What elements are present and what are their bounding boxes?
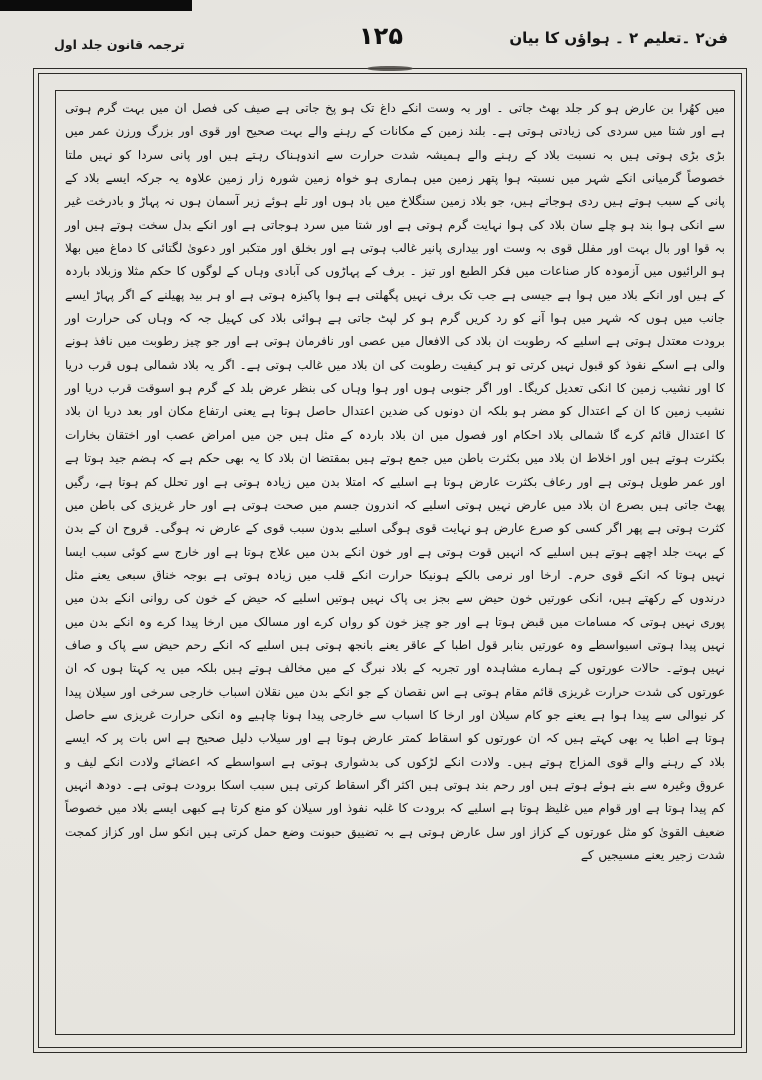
body-text: میں کھُرا بن عارض ہو کر جلد بھٹ جاتی ۔ اور بہ وست انکے داغ تک ہو پخ جاتی ہے صیف کی فصل ان میں بہت گرم ہوتی ہے اور شتا میں سردی کی زیادتی ہوتی ہے۔ بلند زمین کے مکانات کے رہنے والے بہت صحیح اور قوی اور بزرگ ورزن عمر میں بڑی بڑی ہوتی ہیں بہ نسبت بلاد کے رہنے والے ہمیشہ شدت حرارت سے اندوہناک رہتے ہیں اور پانی سردا کو نہیں ملتا خصوصاً گرمیانی انکے شہر میں نسبتہ ہوا پتھر زمین میں ہماری ہو خواہ زمین شورہ زار زمین علاوہ یہ جرکہ ایسے بلاد کے پانی کے سبب ہوتے ہیں ردی ہوجاتے ہیں، جو بلاد زمین سنگلاخ میں باد ہوں اور تلے ہوئے زیر آسمان ہوں نہ پہاڑ و بادرخت غیر سے انکی ہوا بند ہو چلے سان بلاد کی ہوا نہایت گرم ہوتی ہے اور شتا میں سرد ہوجاتی ہے اور انکے بدل سخت ہوتے ہیں اور بہ قوا اور بال بہت اور مفلل قوی بہ وست اور بیداری پانیر غالب ہوتی ہے اور بخلق اور متکبر اور دعویٰ لگتائی کا دماغ میں بھلا ہو الرائیوں میں آزمودہ کار صناعات میں فکر الطبع اور تیز ۔ برف کے پہاڑوں کی آبادی وہاں کے لوگوں کا حکم مثلا وزبلاد باردہ کے ہیں اور انکے بلاد میں ہوا ہے جیسی ہے جب تک برف نہیں پگھلتی ہے ہوا پاکیزہ ہوتی ہے او ہر بید پھیلنے کے اگر پہاڑ ایسے جانب میں ہوں کہ شہر میں ہوا آنے کو رد کریں گرم ہو کر لپٹ جاتی ہے ہوائی بلاد کی کہیل جہ کہ وہاں کی حرارت اور برودت معتدل ہوتی ہے اسلیے کہ رطوبت ان بلاد کی الافعال میں عصی اور نافرمان ہوتی ہے اور جو چیز رطوبت میں نافذ ہونے والی ہے اسکے نفوذ کو قبول نہیں کرتی تو ہر کیفیت رطوبت کی ان بلاد میں غالب ہوتی ہے۔ اگر یہ بلاد شمالی ہوں قرب دریا کا اور نشیب زمین کا انکی تعدیل کریگا۔ اور اگر جنوبی ہوں اور ہوا وہاں کی بنظر عرض بلد کے گرم ہو اسوقت قرب دریا اور نشیب زمین کا ان کے اعتدال کو مضر ہو بلکہ ان دونوں کی ضدین اعتدال حاصل ہوتا ہے یعنی ارتفاع مکان اور بعد دریا ان بلاد کا اعتدال قائم کرے گا شمالی بلاد احکام اور فصول میں ان بلاد باردہ کے مثل ہیں جن میں امراض عصب اور اختقان بخارات بکثرت ہوتے ہیں اور اخلاط ان بلاد میں بکثرت باطن میں جمع ہوتے ہیں بمقتضا ان بلاد کا یہ بھی حکم ہے کہ ہضم جید ہوتا ہے اور عمر طویل ہوتی ہے اور رعاف بکثرت عارض ہوتا ہے اسلیے کہ امتلا بدن میں زیادہ ہوتی ہے اور تحلل کم ہوتا ہے، رگیں پھٹ جاتی ہیں بصرع ان بلاد میں عارض نہیں ہوتی اسلیے کہ اندرون جسم میں صحت ہوتی ہے اور حار غریزی کی باطن میں کثرت ہوتی ہے پھر اگر کسی کو صرع عارض ہو نہایت قوی ہوگی اسلیے بدون سبب قوی کے عارض نہ ہوگی۔ قروح ان کے بدن کے بہت جلد اچھے ہوتے ہیں اسلیے کہ انہیں قوت ہوتی ہے اور خون انکے بدن میں علاج ہوتا ہے اور خارج سے کوئی سبب ایسا نہیں ہوتا کہ انکے قوی حرم۔ ارخا اور نرمی بالکے ہونیکا حرارت انکے قلب میں زیادہ ہوتی ہے بوجہ خناق سبعی یعنے مثل درندوں کے رکھتے ہیں، انکی عورتیں خون حیض سے بجز بی پاک نہیں ہوتیں اسلیے کہ حیض کے خون کی روانی انکے بدن میں پوری نہیں ہوتی کہ مسامات میں قبض ہوتا ہے اور جو چیز خون کو رواں کرے اور مسالک میں ارخا پیدا کرے وہ انکے بدن میں نہیں پیدا ہوتی اسیواسطے وہ عورتیں بنابر قول اطبا کے عاقر یعنے بانجھ ہوتی ہیں اسلیے کہ انکے رحم حیض سے پاک و صاف نہیں ہوتے۔ حالات عورتوں کے ہمارے مشاہدہ اور تجربہ کے بلاد نبرگ کے میں مخالف ہوتے ہیں بلکہ میں یہ کہتا ہوں کہ ان عورتوں کی شدت حرارت غریزی قائم مقام ہوتی ہے اس نقصان کے جو انکے بدن میں نقلان اسباب خارجی سرخی اور سیلان پیدا کر نیوالی سے پیدا ہوا ہے یعنے جو کام سیلان اور ارخا کا اسباب سے خارجی پیدا ہونا چاہیے وہ انکی حرارت غریزی سے حاصل ہوتا ہے اطبا یہ بھی کہتے ہیں کہ ان عورتوں کو اسقاط کمتر عارض ہوتا ہے اور سیلاب دلیل صحیح ہے اس بات پر کہ ایسے بلاد کے رہنے والے قوی المزاج ہوتے ہیں۔ ولادت انکے لڑکوں کی بدشواری ہوتی ہے اسواسطے کہ اعضائے ولادت انکے لیف و عروق وغیرہ سے بنے ہوئے ہوتے ہیں اور رحم بند ہوتی ہیں اکثر اگر اسقاط کرتی ہیں سبب اسکا برودت ہوتی ہے۔ دودھ انہیں کم پیدا ہوتا ہے اور قوام میں غلیظ ہوتا ہے اسلیے کہ برودت کا غلبہ نفوذ اور سیلان کو منع کرتا ہے کبھی ایسے بلاد میں خصوصاً ضعیف القویٰ کو مثل عورتوں کے کزاز اور سل عارض ہوتی ہے بہ تضییق حبونت وضع حمل کرتی ہیں انکو سل اور کزاز کمجت شدت زجیر یعنے مسیجیں کے bbox=[65, 101, 726, 862]
scan-artifact-bar bbox=[0, 0, 192, 11]
page-number: ۱۲۵ bbox=[359, 22, 403, 50]
outer-frame bbox=[33, 68, 747, 1053]
header-section-title: فن۲ ۔تعلیم ۲ ۔ ہواؤں کا بیان bbox=[509, 29, 728, 47]
header-book-title: ترجمہ قانون جلد اول bbox=[54, 37, 185, 52]
frame-top-ornament bbox=[367, 66, 413, 71]
inner-frame bbox=[55, 90, 735, 1035]
